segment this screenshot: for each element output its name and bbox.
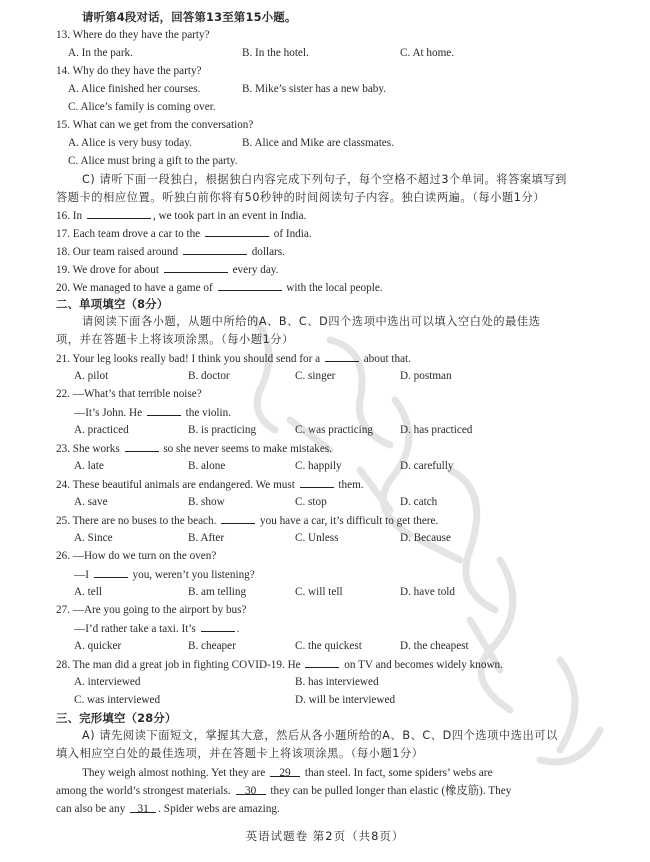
answer-blank[interactable] <box>205 224 269 237</box>
option-b: B. Alice and Mike are classmates. <box>242 137 394 149</box>
question-text: you have a car, it’s difficult to get there. <box>260 515 439 527</box>
part-c-instruction: 答题卡的相应位置。听独白前你将有50秒钟的时间阅读句子内容。独白读两遍。（每小题1分） <box>56 191 546 204</box>
option-d: D. the cheapest <box>400 640 469 652</box>
option-b: B. is practicing <box>188 424 257 436</box>
question-14 <box>0 62 650 80</box>
section-header: 请听第4段对话，回答第13至第15小题。 <box>82 10 297 24</box>
question-text: so she never seems to make mistakes. <box>163 443 333 455</box>
answer-blank[interactable] <box>221 511 255 524</box>
answer-blank[interactable] <box>325 349 359 362</box>
answer-blank[interactable] <box>201 619 235 632</box>
question-text: on TV and becomes widely known. <box>344 659 503 671</box>
option-a: A. Alice is very busy today. <box>68 137 192 149</box>
option-d: D. will be interviewed <box>295 694 396 706</box>
cloze-blank-30[interactable] <box>236 782 266 795</box>
question-16 <box>0 206 650 224</box>
option-a: A. Alice finished her courses. <box>68 83 201 95</box>
question-21 <box>0 349 650 367</box>
answer-blank[interactable] <box>94 565 128 578</box>
option-b: B. cheaper <box>188 640 236 652</box>
passage-text: than steel. In fact, some spiders’ webs are <box>304 767 493 779</box>
option-d: D. have told <box>400 586 455 598</box>
answer-blank[interactable] <box>164 260 228 273</box>
question-stem: 13. Where do they have the party? <box>56 29 210 41</box>
option-b: B. am telling <box>188 586 247 598</box>
question-text: 16. In <box>56 210 83 222</box>
option-b: B. After <box>188 532 225 544</box>
option-a: A. pilot <box>74 370 109 382</box>
question-text: 23. She works <box>56 443 120 455</box>
option-d: D. Because <box>400 532 451 544</box>
question-15 <box>0 116 650 134</box>
option-a: A. In the park. <box>68 47 133 59</box>
question-text: —I <box>74 569 89 581</box>
question-22 <box>0 385 650 403</box>
option-a: A. save <box>74 496 108 508</box>
option-c: C. At home. <box>400 47 455 59</box>
option-a: A. tell <box>74 586 102 598</box>
passage-line <box>0 764 650 782</box>
question-text: 19. We drove for about <box>56 264 159 276</box>
answer-blank[interactable] <box>218 278 282 291</box>
option-a: A. quicker <box>74 640 122 652</box>
blank-number: 30 <box>244 785 257 797</box>
page-footer: 英语试题卷 第2页（共8页） <box>245 829 405 843</box>
question-20 <box>0 278 650 296</box>
option-d: D. postman <box>400 370 452 382</box>
option-b: B. Mike’s sister has a new baby. <box>242 83 387 95</box>
passage-text: . Spider webs are amazing. <box>158 803 280 815</box>
option-c: C. the quickest <box>295 640 362 652</box>
question-text: 21. Your leg looks really bad! I think you should send for a <box>56 353 321 365</box>
part-c-instruction: C) 请听下面一段独白，根据独白内容完成下列句子，每个空格不超过3个单词。将答案填写到 <box>82 173 567 186</box>
answer-blank[interactable] <box>125 439 159 452</box>
option-b: B. show <box>188 496 225 508</box>
option-b: B. doctor <box>188 370 230 382</box>
question-text: 17. Each team drove a car to the <box>56 228 201 240</box>
option-a: A. late <box>74 460 104 472</box>
option-c: C. was interviewed <box>74 694 161 706</box>
question-17 <box>0 224 650 242</box>
section-instruction: 请阅读下面各小题，从题中所给的A、B、C、D四个选项中选出可以填入空白处的最佳选 <box>82 315 541 328</box>
question-stem: 15. What can we get from the conversation? <box>56 119 254 131</box>
question-27 <box>0 601 650 619</box>
question-text: them. <box>338 479 364 491</box>
question-text: about that. <box>363 353 411 365</box>
question-text: you, weren’t you listening? <box>132 569 255 581</box>
question-25 <box>0 511 650 529</box>
section-instruction: 项，并在答题卡上将该项涂黑。（每小题1分） <box>56 333 294 346</box>
answer-blank[interactable] <box>147 403 181 416</box>
section-instruction: 填入相应空白处的最佳选项，并在答题卡上将该项涂黑。（每小题1分） <box>56 747 424 760</box>
question-24 <box>0 475 650 493</box>
question-stem: 22. —What’s that terrible noise? <box>56 388 202 400</box>
option-c: C. singer <box>295 370 336 382</box>
question-text: , we took part in an event in India. <box>152 210 307 222</box>
option-c: C. Alice’s family is coming over. <box>68 101 216 113</box>
answer-blank[interactable] <box>87 206 151 219</box>
option-c: C. Unless <box>295 532 339 544</box>
question-stem: 26. —How do we turn on the oven? <box>56 550 217 562</box>
answer-blank[interactable] <box>300 475 334 488</box>
option-b: B. has interviewed <box>295 676 379 688</box>
question-text: 24. These beautiful animals are endangered. We must <box>56 479 295 491</box>
passage-line <box>0 800 650 818</box>
question-text: of India. <box>273 228 312 240</box>
question-text: every day. <box>232 264 279 276</box>
section-instruction: A) 请先阅读下面短文，掌握其大意，然后从各小题所给的A、B、C、D四个选项中选出可以 <box>82 729 558 742</box>
option-d: D. carefully <box>400 460 454 472</box>
option-c: C. will tell <box>295 586 343 598</box>
option-b: B. In the hotel. <box>242 47 309 59</box>
question-19 <box>0 260 650 278</box>
option-c: C. Alice must bring a gift to the party. <box>68 155 238 167</box>
question-text: the violin. <box>185 407 232 419</box>
question-23 <box>0 439 650 457</box>
option-d: D. catch <box>400 496 438 508</box>
passage-text: among the world’s strongest materials. <box>56 785 231 797</box>
passage-line <box>0 782 650 800</box>
section-title: 三、完形填空（28分） <box>56 711 177 725</box>
option-c: C. stop <box>295 496 327 508</box>
option-c: C. happily <box>295 460 342 472</box>
question-text: —I’d rather take a taxi. It’s <box>74 623 196 635</box>
option-c: C. was practicing <box>295 424 373 436</box>
question-text: 18. Our team raised around <box>56 246 179 258</box>
cloze-blank-29[interactable] <box>270 764 300 777</box>
passage-text: can also be any <box>56 803 126 815</box>
question-text: with the local people. <box>286 282 383 294</box>
option-a: A. interviewed <box>74 676 141 688</box>
question-text: . <box>236 623 240 635</box>
option-a: A. practiced <box>74 424 129 436</box>
answer-blank[interactable] <box>183 242 247 255</box>
question-28 <box>0 655 650 673</box>
question-text: dollars. <box>251 246 285 258</box>
cloze-blank-31[interactable] <box>130 800 156 813</box>
question-text: —It’s John. He <box>74 407 143 419</box>
question-text: 28. The man did a great job in fighting COVID-19. He <box>56 659 301 671</box>
option-d: D. has practiced <box>400 424 473 436</box>
question-stem: 27. —Are you going to the airport by bus? <box>56 604 247 616</box>
question-18 <box>0 242 650 260</box>
passage-text: They weigh almost nothing. Yet they are <box>82 767 266 779</box>
option-b: B. alone <box>188 460 226 472</box>
answer-blank[interactable] <box>305 655 339 668</box>
question-13 <box>0 26 650 44</box>
passage-text: they can be pulled longer than elastic (橡皮筋). They <box>270 785 512 797</box>
blank-number: 31 <box>137 803 149 815</box>
question-text: 25. There are no buses to the beach. <box>56 515 217 527</box>
option-a: A. Since <box>74 532 113 544</box>
section-title: 二、单项填空（8分） <box>56 297 169 311</box>
question-26 <box>0 547 650 565</box>
question-stem: 14. Why do they have the party? <box>56 65 202 77</box>
blank-number: 29 <box>279 767 291 779</box>
question-text: 20. We managed to have a game of <box>56 282 213 294</box>
